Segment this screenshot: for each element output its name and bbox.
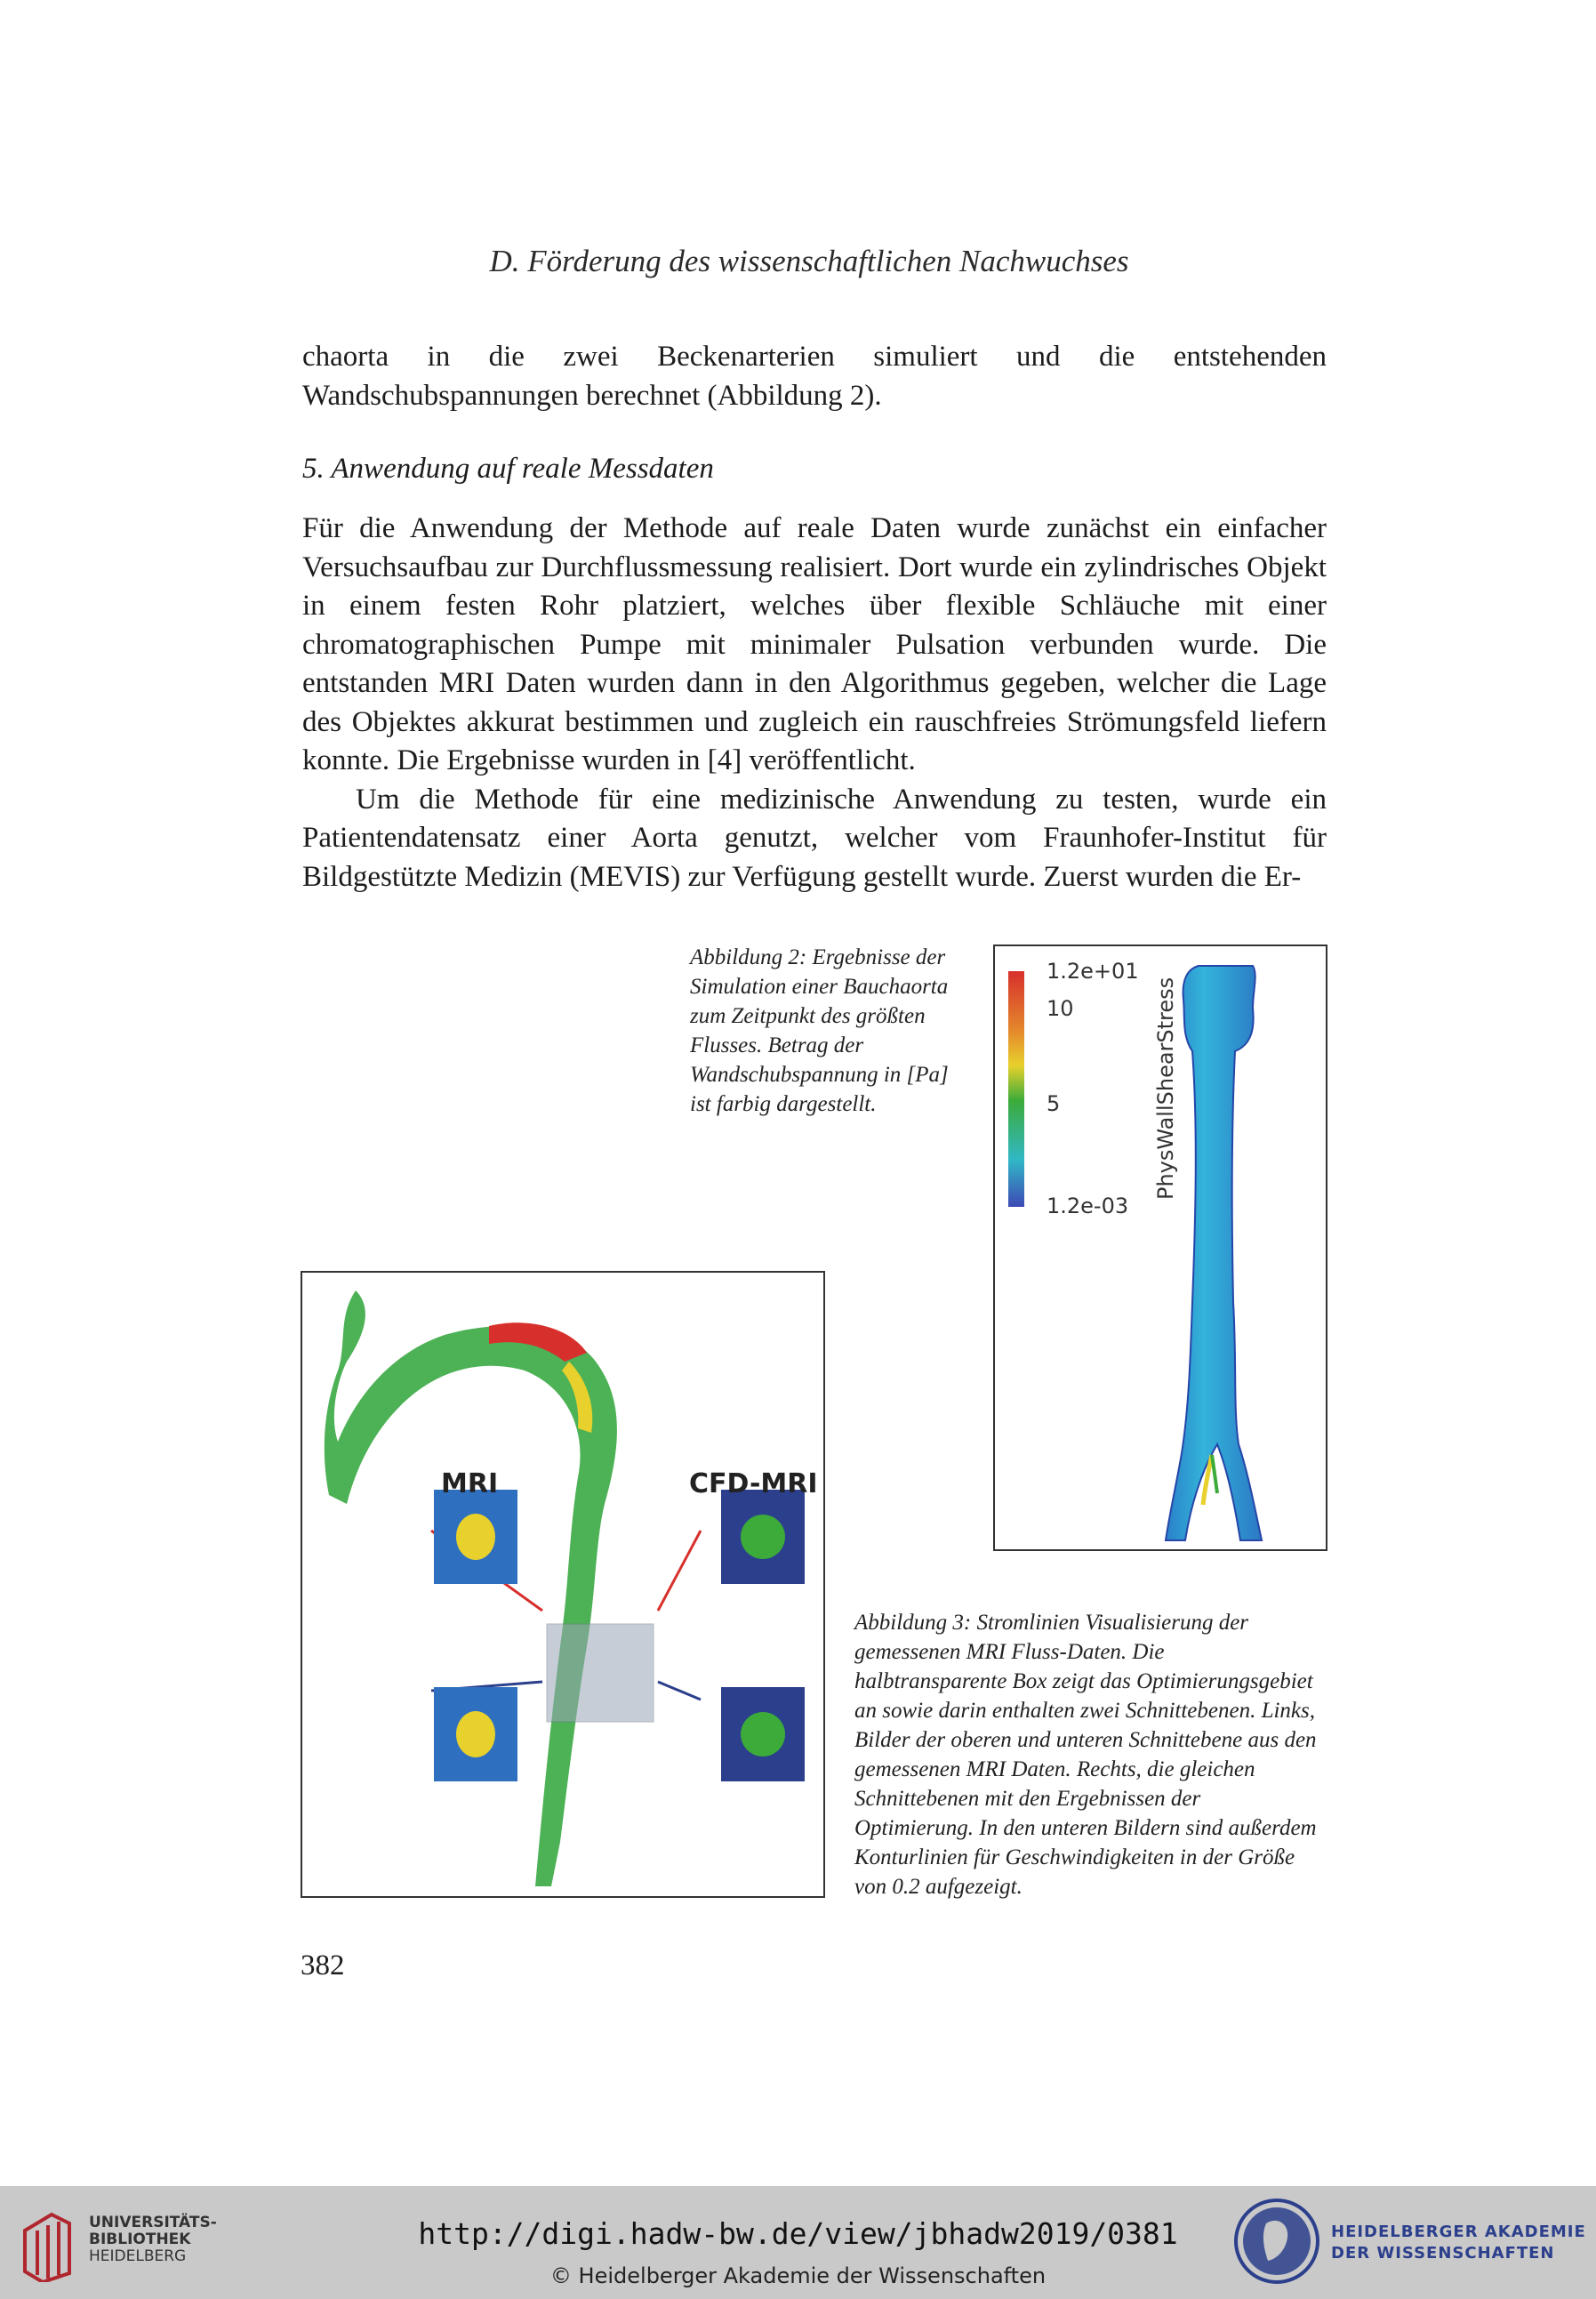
- hadw-seal-logo[interactable]: [1232, 2197, 1321, 2286]
- colorbar-5-label: 5: [1047, 1091, 1061, 1116]
- ub-line-3: HEIDELBERG: [89, 2247, 187, 2265]
- hadw-name: [1331, 2222, 1586, 2264]
- cfd-mri-label: CFD-MRI: [689, 1468, 818, 1499]
- colorbar-title: PhysWallShearStress: [1153, 977, 1178, 1200]
- permalink-url[interactable]: http://digi.hadw-bw.de/view/jbhadw2019/0381: [418, 2216, 1178, 2251]
- aorta-shape: [1166, 966, 1262, 1540]
- hadw-line-2: DER WISSENSCHAFTEN: [1331, 2244, 1555, 2263]
- section-heading: 5. Anwendung auf reale Messdaten: [302, 453, 714, 485]
- page-number: 382: [301, 1949, 345, 1981]
- mri-label: MRI: [441, 1468, 499, 1499]
- intro-text: chaorta in die zwei Beckenarterien simuliert und die entstehenden Wandschubspannungen berechnet (Abbildung 2).: [302, 341, 1327, 412]
- figure-2-image: [993, 945, 1327, 1551]
- streamline-illustration: [302, 1273, 823, 1896]
- running-title: D. Förderung des wissenschaftlichen Nachwuchses: [489, 244, 1129, 278]
- colorbar: [1008, 971, 1024, 1207]
- paragraph-2: Um die Methode für eine medizinische Anwendung zu testen, wurde ein Patientendatensatz einer Aorta genutzt, welcher vom Fraunhofer-Institut für Bildgestützte Medizin (MEVIS) zur Verfügung gestellt wurde. Zuerst wurden die Er-: [302, 783, 1327, 893]
- optimization-box: [547, 1624, 654, 1722]
- figure-3-caption: Abbildung 3: Stromlinien Visualisierung der gemessenen MRI Fluss-Daten. Die halbtransparente Box zeigt das Optimierungsgebiet an sowie darin enthalten zwei Schnittebenen. Links, Bilder der oberen und unteren Schnittebene aus den gemessenen MRI Daten. Rechts, die gleichen Schnittebenen mit den Ergebnissen der Optimierung. In den unteren Bildern sind außerdem Konturlinien für Geschwindigkeiten in der Größe von 0.2 aufgezeigt.: [854, 1611, 1317, 1899]
- ub-line-2: BIBLIOTHEK: [89, 2231, 191, 2248]
- figure-3-image: [301, 1271, 825, 1898]
- colorbar-max-label: 1.2e+01: [1047, 959, 1139, 984]
- figure-2-caption: Abbildung 2: Ergebnisse der Simulation einer Bauchaorta zum Zeitpunkt des größten Flusses. Betrag der Wandschubspannung in [Pa] ist farbig dargestellt.: [690, 945, 949, 1116]
- ub-line-1: UNIVERSITÄTS-: [89, 2214, 217, 2231]
- main-text: [302, 510, 1327, 896]
- copyright-notice: © Heidelberger Akademie der Wissenschaften: [549, 2263, 1047, 2288]
- colorbar-min-label: 1.2e-03: [1047, 1194, 1129, 1218]
- footer-bar: [0, 2186, 1596, 2299]
- hadw-line-1: HEIDELBERGER AKADEMIE: [1331, 2223, 1586, 2241]
- colorbar-10-label: 10: [1047, 996, 1074, 1021]
- paragraph-1: Für die Anwendung der Methode auf reale Daten wurde zunächst ein einfacher Versuchsaufbau zur Durchflussmessung realisiert. Dort wurde ein zylindrisches Objekt in einem festen Rohr platziert, welches über flexible Schläuche mit einer chromatographischen Pumpe mit minimaler Pulsation verbunden wurde. Die entstanden MRI Daten wurden dann in den Algorithmus gegeben, welcher die Lage des Objektes akkurat bestimmen und zugleich ein rauschfreies Strömungsfeld liefern konnte. Die Ergebnisse wurden in [4] veröffentlicht.: [302, 512, 1327, 776]
- intro-paragraph: [302, 338, 1327, 415]
